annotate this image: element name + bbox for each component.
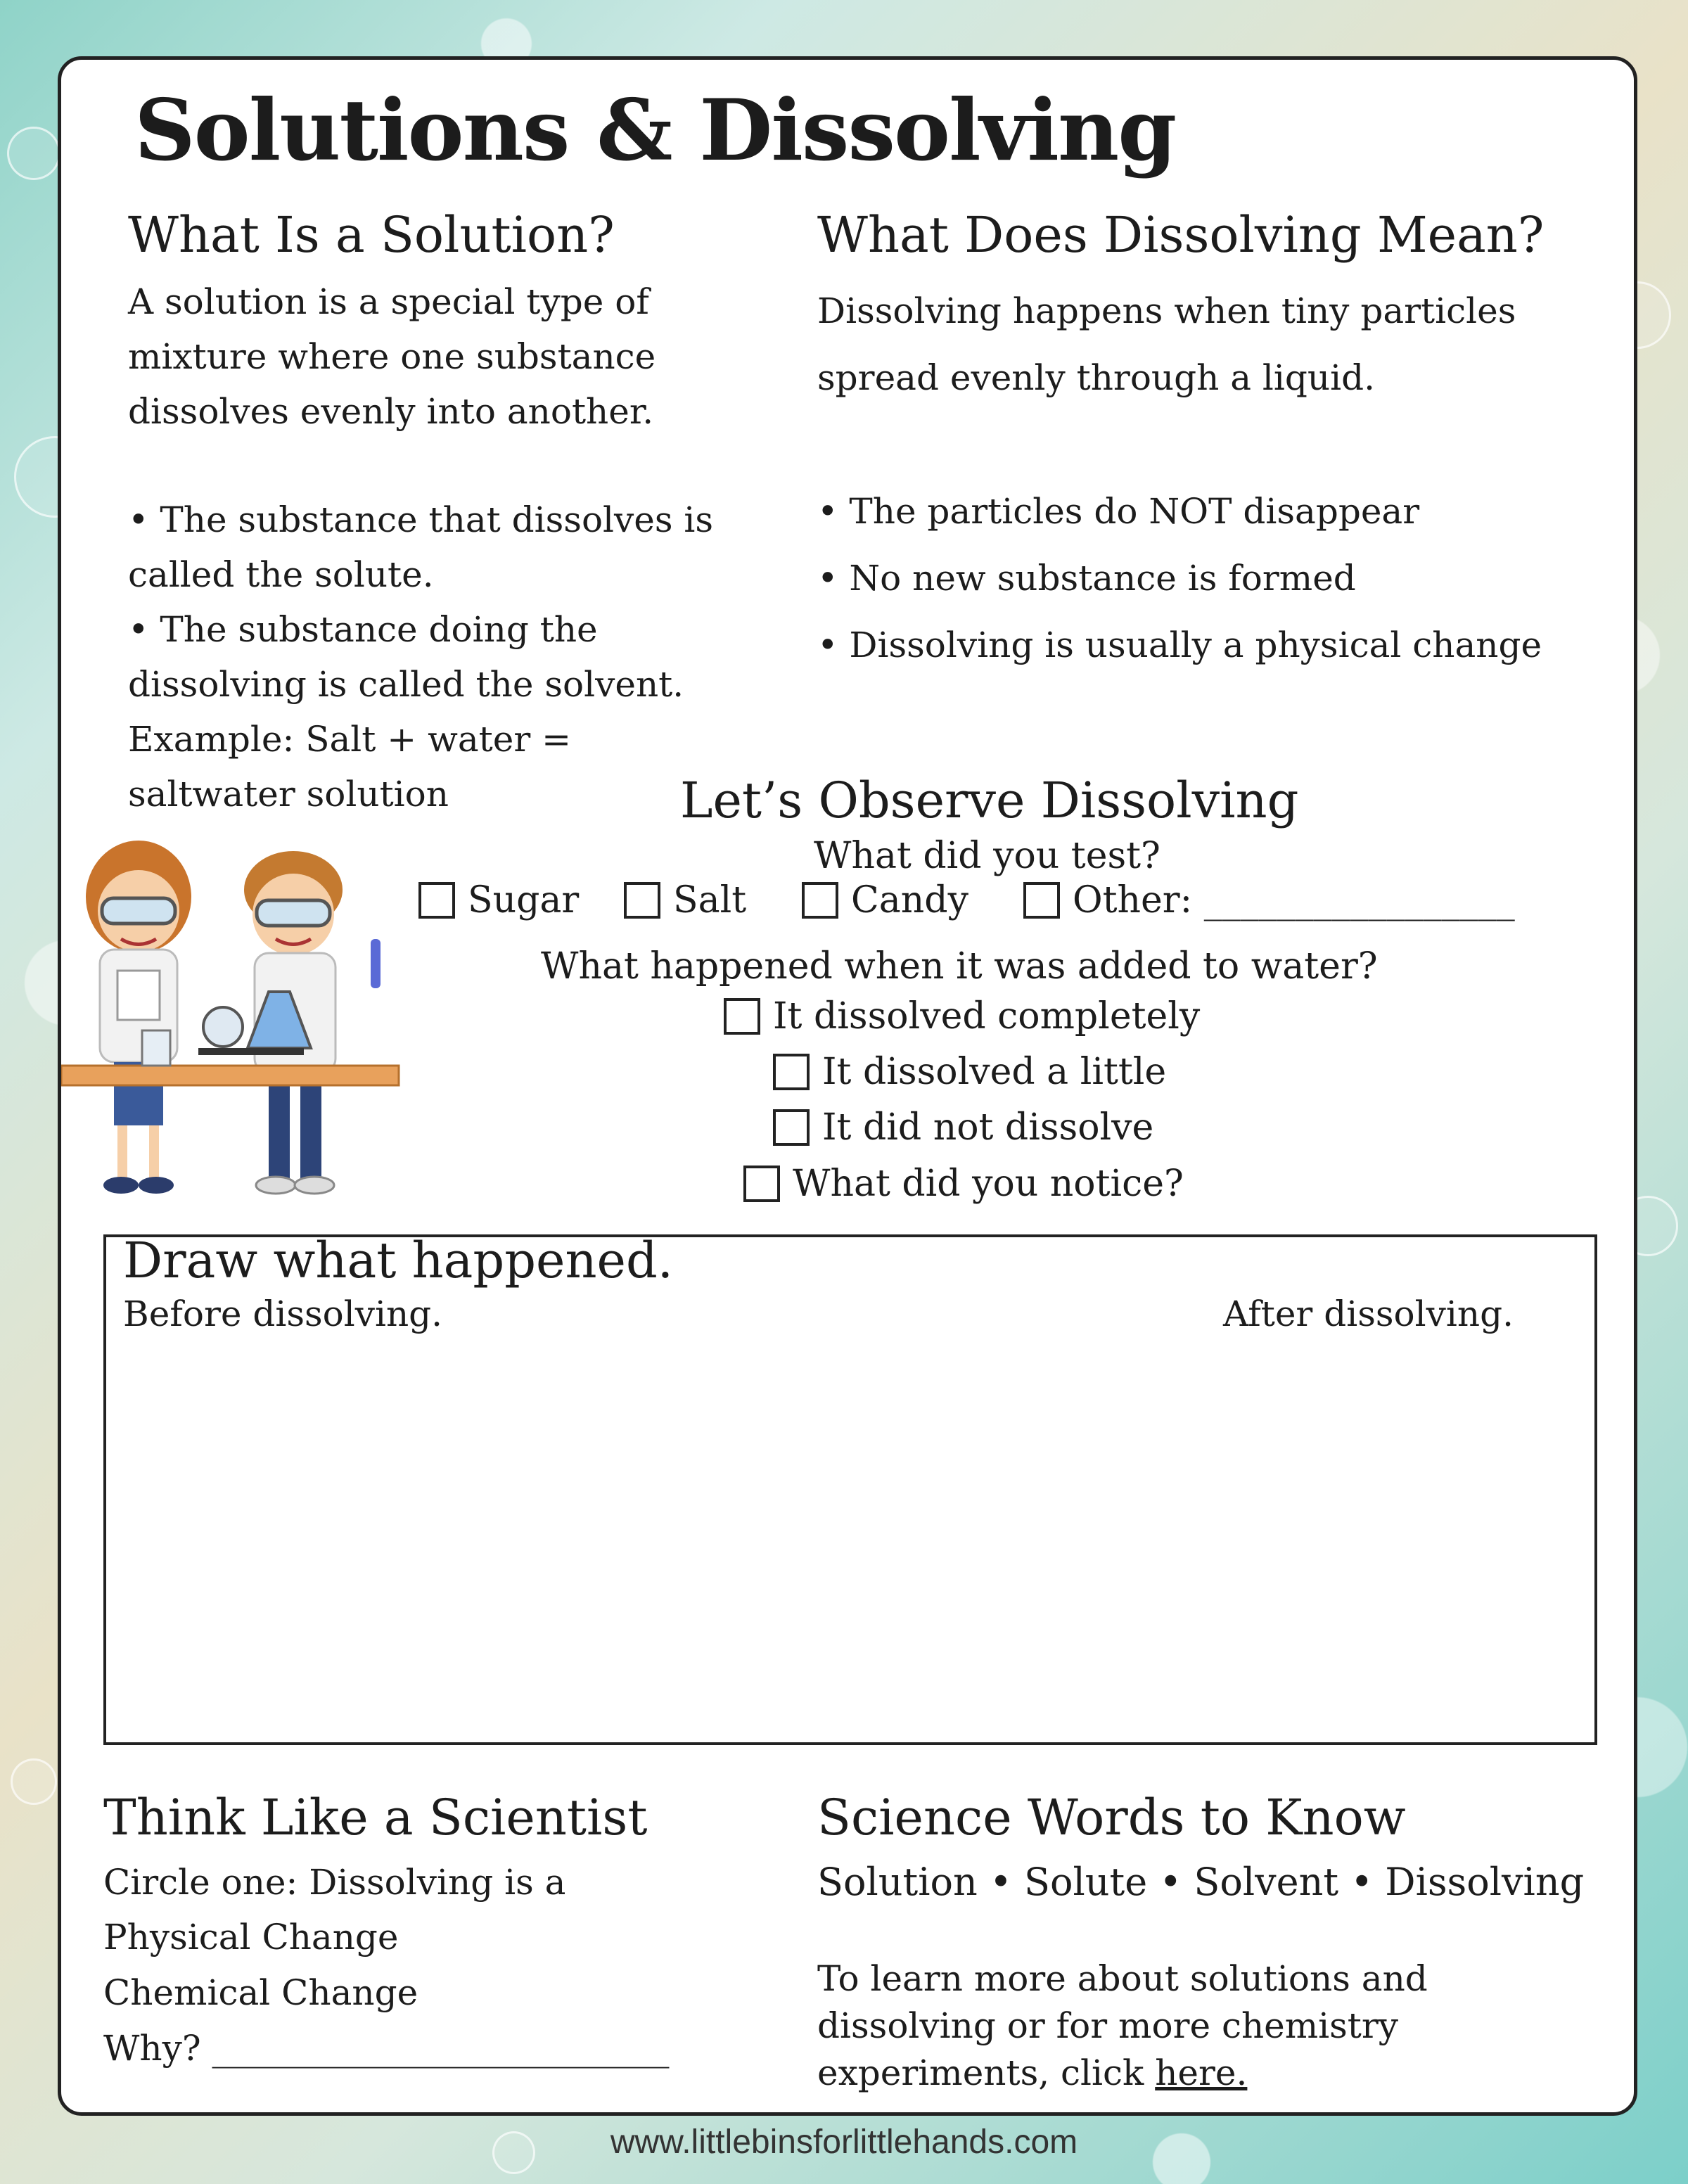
text-line: dissolves evenly into another.	[128, 391, 654, 432]
text-line: Example: Salt + water =	[128, 719, 572, 760]
option-dissolved-little[interactable]	[773, 1051, 1166, 1093]
checkbox[interactable]	[743, 1166, 780, 1202]
text-line: called the solute.	[128, 554, 434, 595]
here-link[interactable]: here.	[1155, 2052, 1248, 2093]
text-line	[817, 2050, 1428, 2097]
checkbox[interactable]	[724, 998, 760, 1035]
worksheet-card	[58, 56, 1637, 2116]
text-line: • The substance that dissolves is	[128, 499, 714, 540]
scientist-prompt: Circle one: Dissolving is a	[103, 1862, 566, 1903]
bubble-decoration	[11, 1758, 57, 1805]
option-label: It did not dissolve	[822, 1106, 1154, 1149]
scientists-illustration	[61, 834, 413, 1213]
physical-change-option[interactable]: Physical Change	[103, 1917, 399, 1958]
text-line: • The substance doing the	[128, 609, 598, 650]
option-salt[interactable]	[624, 879, 746, 921]
text-line: To learn more about solutions and	[817, 1958, 1428, 1999]
option-sugar[interactable]	[418, 879, 579, 921]
words-heading: Science Words to Know	[817, 1789, 1406, 1846]
text-line: A solution is a special type of	[128, 281, 649, 322]
option-dissolved-completely[interactable]	[724, 995, 1200, 1037]
text-line: • The particles do NOT disappear	[817, 491, 1420, 532]
option-label: Other: _________________	[1073, 879, 1515, 921]
girl-scientist-icon	[86, 841, 191, 1194]
after-label: After dissolving.	[1223, 1294, 1514, 1334]
happen-question: What happened when it was added to water?	[541, 945, 1378, 988]
why-line[interactable]: Why? __________________________	[103, 2028, 670, 2069]
checkbox[interactable]	[624, 882, 660, 919]
option-did-not-dissolve[interactable]	[773, 1106, 1153, 1149]
text-line: Dissolving happens when tiny particles	[817, 290, 1516, 331]
learn-more	[817, 1955, 1428, 2097]
page-title: Solutions & Dissolving	[134, 81, 1176, 180]
footer-url[interactable]: www.littlebinsforlittlehands.com	[610, 2124, 1078, 2161]
drawing-area[interactable]	[103, 1234, 1597, 1745]
draw-heading: Draw what happened.	[123, 1232, 674, 1289]
text-line: • No new substance is formed	[817, 558, 1356, 599]
option-label: What did you notice?	[793, 1163, 1184, 1205]
scientist-heading: Think Like a Scientist	[103, 1789, 648, 1846]
option-label: It dissolved a little	[822, 1051, 1167, 1093]
test-question: What did you test?	[814, 835, 1160, 877]
option-label: Candy	[851, 879, 968, 921]
checkbox[interactable]	[773, 1054, 810, 1090]
option-label: It dissolved completely	[773, 995, 1201, 1037]
option-label: Sugar	[468, 879, 580, 921]
chemical-change-option[interactable]: Chemical Change	[103, 1972, 418, 2013]
before-label: Before dissolving.	[123, 1294, 443, 1334]
dissolving-intro	[817, 278, 1516, 411]
option-notice[interactable]	[743, 1163, 1184, 1205]
bubble-decoration	[7, 127, 60, 180]
text-line: dissolving is called the solvent.	[128, 664, 684, 705]
text-line: spread evenly through a liquid.	[817, 357, 1376, 398]
dissolving-heading: What Does Dissolving Mean?	[817, 206, 1545, 264]
text-fragment: experiments, click	[817, 2052, 1156, 2093]
text-line: • Dissolving is usually a physical change	[817, 625, 1542, 665]
checkbox[interactable]	[773, 1109, 810, 1146]
option-candy[interactable]	[802, 879, 968, 921]
text-line: saltwater solution	[128, 774, 449, 815]
text-line: dissolving or for more chemistry	[817, 2005, 1399, 2046]
solution-heading: What Is a Solution?	[128, 206, 615, 264]
solution-intro	[128, 274, 656, 439]
solution-bullets	[128, 492, 713, 822]
dissolving-bullets	[817, 478, 1542, 679]
checkbox[interactable]	[802, 882, 838, 919]
option-other[interactable]	[1023, 879, 1515, 921]
checkbox[interactable]	[418, 882, 455, 919]
observe-heading: Let’s Observe Dissolving	[680, 772, 1299, 829]
checkbox[interactable]	[1023, 882, 1060, 919]
words-list: Solution • Solute • Solvent • Dissolving	[817, 1860, 1585, 1904]
text-line: mixture where one substance	[128, 336, 656, 377]
option-label: Salt	[673, 879, 747, 921]
